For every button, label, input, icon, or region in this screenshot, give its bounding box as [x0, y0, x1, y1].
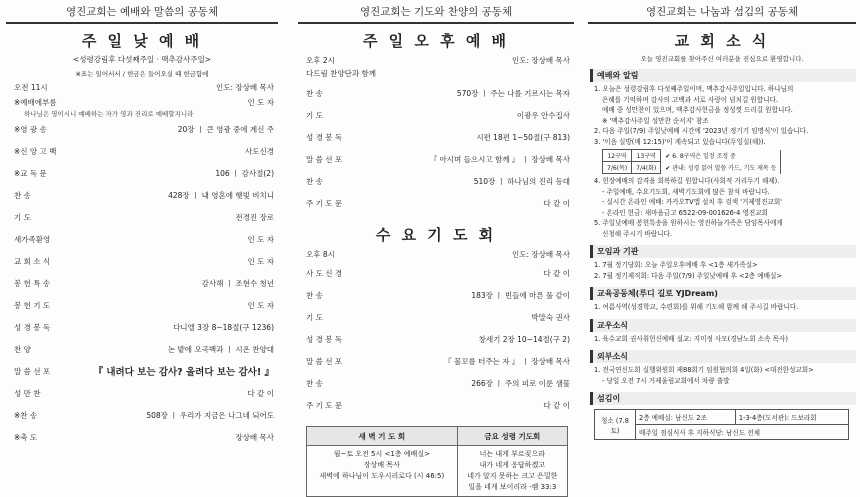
order-row — [6, 338, 278, 360]
order-row — [6, 95, 278, 109]
order-label: 찬 송 — [306, 290, 323, 300]
order-row — [6, 382, 278, 404]
order-label: ※교 독 문 — [14, 168, 47, 178]
order-label: 찬 송 — [306, 378, 323, 388]
order-label: ※찬 송 — [14, 410, 38, 420]
order-row — [298, 262, 574, 284]
offering-note: ※표는 일어서서 / 헌금은 들어오실 때 헌금함에 — [75, 70, 209, 78]
list-item: 1. 전국연신도회 실행위원회 제88회기 임원협의회 4일(화) <대전한성교회> — [594, 366, 814, 374]
cleaning-duty-table — [594, 409, 849, 440]
order-label: 기 도 — [306, 110, 323, 120]
service-time: 오후 8시 — [306, 250, 335, 259]
detail-line: 새벽에 하나님이 도우시리로다 (시 46:5) — [319, 472, 445, 480]
news-title: 교 회 소 식 — [674, 32, 770, 50]
order-row — [298, 170, 574, 192]
order-value: 인 도 자 — [247, 97, 274, 107]
detail-line: 장상배 목사 — [363, 461, 400, 469]
order-value: 인 도 자 — [247, 300, 274, 310]
order-of-worship — [6, 118, 278, 448]
detail-line: 일을 네게 보이리라 -렘 33:3 — [468, 483, 557, 491]
order-label: 교 회 소 식 — [14, 256, 51, 266]
welcome-text: 오늘 영진교회를 찾아주신 여러분을 진심으로 환영합니다. — [640, 55, 804, 63]
order-row — [6, 206, 278, 228]
church-news-column — [588, 0, 856, 481]
order-row — [6, 316, 278, 338]
section-heading: 교우소식 — [590, 319, 856, 332]
detail-line: 너는 내게 부르짖으라 — [479, 450, 545, 458]
wednesday-order-of-worship — [298, 262, 574, 416]
announcement-list — [588, 176, 856, 239]
order-value: 박말숙 권사 — [531, 312, 570, 322]
list-item: - 당일 오전 7시 거제울림교회에서 차량 출발 — [602, 376, 730, 385]
announcement-list — [588, 84, 856, 147]
table-cell: ✔ 관내: 성경 읽어 말씀 카드, 기도 제목 등 — [661, 162, 781, 174]
order-row — [6, 250, 278, 272]
wednesday-service-title: 수 요 기 도 회 — [375, 226, 497, 244]
order-row — [298, 328, 574, 350]
order-label: 말 씀 선 포 — [306, 154, 343, 164]
order-value: 다 같 이 — [247, 388, 274, 398]
order-label: 기 도 — [306, 312, 323, 322]
order-row — [6, 162, 278, 184]
service-title: 주 일 오 후 예 배 — [362, 32, 510, 50]
service-subtitle: <성령강림후 다섯째주일 · 맥추감사주일> — [72, 55, 212, 64]
order-label: ※축 도 — [14, 432, 38, 442]
dawn-prayer-details — [307, 446, 458, 497]
order-value: 다 같 이 — [543, 400, 570, 410]
order-value: 106 ㅣ 감사절(2) — [215, 168, 274, 178]
order-label: 말 씀 선 포 — [14, 366, 51, 376]
order-label: 새가족환영 — [14, 234, 51, 244]
table-cell: 청소 (7.8 토) — [595, 410, 636, 440]
list-item: 1. 여름사역(성경학교, 수련회)를 위해 기도해 함께 해 주시길 바랍니다. — [594, 303, 799, 311]
order-label: ※신 앙 고 백 — [14, 146, 57, 156]
sunday-morning-service-column — [6, 0, 278, 481]
order-label: 성 만 찬 — [14, 388, 41, 398]
table-cell: ✔ 6. 8구역은 일정 조정 중 — [661, 150, 781, 162]
order-label: 찬 송 — [306, 88, 323, 98]
order-value: 인 도 자 — [247, 234, 274, 244]
service-leader: 인도: 장상배 목사 — [215, 83, 274, 92]
table-cell: 2층 예배실: 남신도 2조 — [636, 410, 736, 425]
list-item: 3. '이음 실방(매 12:15)'이 계속되고 있습니다(두잉실(해)). — [594, 137, 766, 146]
order-value: 508장 ㅣ 우리가 지금은 나그네 되어도 — [146, 410, 274, 420]
order-label: 주 기 도 문 — [306, 198, 343, 208]
order-row — [298, 306, 574, 328]
order-value: 장상배 목사 — [235, 432, 274, 442]
order-value: 183장 ㅣ 빈들에 마른 풀 같이 — [471, 290, 570, 300]
table-cell: 13구역 — [632, 150, 661, 162]
order-value: 시편 18편 1~50절(구 813) — [476, 132, 570, 142]
order-row — [6, 294, 278, 316]
order-label: 찬 송 — [306, 176, 323, 186]
order-row — [6, 360, 278, 382]
service-meta — [306, 55, 570, 66]
invocation-note: 하나님은 영이시니 예배하는 자가 영과 진리로 예배할지니라 — [24, 110, 194, 118]
section-heading: 모임과 기관 — [590, 245, 856, 258]
friday-prayer-details — [457, 446, 567, 497]
list-item: 예배 중 성만찬이 있으며, 맥추감사헌금을 정성껏 드리길 원합니다. — [602, 106, 793, 114]
table-cell: 매주일 점심식사 후 지하식당: 남신도 전체 — [636, 425, 849, 440]
order-value: 다 같 이 — [543, 198, 570, 208]
order-of-worship — [298, 82, 574, 214]
order-value: 428장 ㅣ 내 영혼에 햇빛 비치니 — [168, 190, 274, 200]
list-item: 5. 주일낮예배 봉헌특송을 원하시는 영진하늘가족은 담임목사에게 — [594, 219, 783, 227]
list-item: - 실시간 온라인 예배: 카카오TV앱 설치 후 검색 '거제영진교회' — [602, 198, 783, 206]
order-row — [6, 272, 278, 294]
order-label: 주 기 도 문 — [306, 400, 343, 410]
order-value: 사도신경 — [245, 146, 274, 156]
order-row — [298, 126, 574, 148]
service-time: 오후 2시 — [306, 56, 335, 65]
section-heading: 섬김이 — [590, 392, 856, 405]
member-news-list — [588, 334, 856, 345]
order-label: ※영 광 송 — [14, 124, 47, 134]
order-row — [6, 118, 278, 140]
order-row — [6, 426, 278, 448]
service-leader: 인도: 장상배 목사 — [511, 56, 570, 65]
service-time: 오전 11시 — [14, 83, 48, 92]
service-meta — [306, 249, 570, 260]
education-list — [588, 302, 856, 313]
service-title: 주 일 낮 예 배 — [81, 32, 203, 50]
service-meta — [14, 82, 274, 93]
order-value: 『 물꼬를 터주는 자 』 ㅣ 장상배 목사 — [444, 356, 570, 366]
prayer-meetings-table — [306, 426, 568, 497]
order-label: 사 도 신 경 — [306, 268, 343, 278]
order-label: 성 경 봉 독 — [14, 322, 51, 332]
list-item: 1. 오늘은 성령강림후 다섯째주일이며, 맥추감사주일입니다. 하나님의 — [594, 85, 794, 93]
dawn-prayer-title: 새 벽 기 도 회 — [307, 427, 458, 446]
table-cell: 7/4(화) — [632, 162, 661, 174]
detail-line: 내가 네게 응답하겠고 — [479, 461, 545, 469]
column-header: 영진교회는 나눔과 섬김의 공동체 — [588, 0, 856, 24]
list-item: - 주일예배, 수요기도회, 새벽기도회에 많은 참석 바랍니다. — [602, 187, 770, 196]
list-item: 2. 다음 주일(7/9) 주일낮예배 시간에 '2023년 정기기 임명식'이 있습니다. — [594, 127, 809, 135]
afternoon-service-column — [298, 0, 574, 491]
order-value: 인 도 자 — [247, 256, 274, 266]
column-header: 영진교회는 예배와 말씀의 공동체 — [6, 0, 278, 24]
opening-praise: 다드림 찬양단과 함께 — [306, 69, 376, 78]
order-row — [298, 104, 574, 126]
order-value: 20장 ㅣ 큰 영광 중에 계신 주 — [177, 124, 274, 134]
order-row — [6, 140, 278, 162]
table-cell: 7/6(목) — [603, 162, 632, 174]
list-item: - 온라인 헌금: 새마을금고 6522-09-001626-4 영진교회 — [602, 208, 768, 217]
order-value: 510장 ㅣ 하나님의 진리 등대 — [473, 176, 570, 186]
service-leader: 인도: 장상배 목사 — [511, 250, 570, 259]
order-row — [298, 192, 574, 214]
order-value: 이광우 안수집사 — [516, 110, 570, 120]
section-heading: 교육공동체(루디 길로 YJDream) — [590, 287, 856, 300]
order-value: 266장 ㅣ 주의 피로 이룬 샘물 — [471, 378, 570, 388]
order-value: 『 아시며 들으시고 함께 』 ㅣ 장상배 목사 — [429, 154, 570, 164]
order-row — [298, 82, 574, 104]
order-row — [298, 372, 574, 394]
list-item: 2. 7월 정기제직회: 다음 주일(7/9) 주일낮예배 후 <2층 예배실> — [594, 271, 782, 280]
list-item: ※ '맥추감사주일 성만찬 순서지' 참조 — [602, 116, 709, 125]
order-row — [298, 350, 574, 372]
external-news-list — [588, 365, 856, 386]
order-value: 창세기 2장 10~14절(구 2) — [478, 334, 570, 344]
visit-schedule-table — [602, 149, 781, 174]
table-cell: 12구역 — [603, 150, 632, 162]
order-label: 성 경 봉 독 — [306, 132, 343, 142]
order-label: 찬 송 — [14, 190, 31, 200]
list-item: 4. 헌장예배의 감격을 회복하길 원합니다(사회적 거리두기 해제). — [594, 177, 780, 185]
section-heading: 예배와 알림 — [590, 69, 856, 82]
order-value: 다니엘 3장 8~18절(구 1236) — [173, 322, 274, 332]
section-heading: 외부소식 — [590, 350, 856, 363]
order-value: 다 같 이 — [543, 268, 570, 278]
friday-prayer-title: 금요 성령 기도회 — [457, 427, 567, 446]
order-label: 봉 헌 특 송 — [14, 278, 51, 288]
order-value: 논 밭에 오곡백과 ㅣ 시온 찬양대 — [167, 344, 274, 354]
list-item: 신청해 주시기 바랍니다. — [602, 229, 672, 238]
order-label: 말 씀 선 포 — [306, 356, 343, 366]
list-item: 1. 7월 정기당회: 오늘 주일오후예배 후 <1층 새가족실> — [594, 261, 758, 269]
order-value: 570장 ㅣ 주는 나를 기르시는 목자 — [456, 88, 570, 98]
list-item: 은혜를 기억하며 감사의 고백과 서로 사랑이 넘치길 원합니다. — [602, 95, 779, 104]
order-label: ※예배에부름 — [14, 97, 57, 107]
order-value: 전경진 장로 — [235, 212, 274, 222]
order-label: 봉 헌 기 도 — [14, 300, 51, 310]
order-label: 성 경 봉 독 — [306, 334, 343, 344]
order-row — [6, 404, 278, 426]
order-row — [298, 394, 574, 416]
table-cell: 1-3-4층(도서관): 드보라회 — [735, 410, 848, 425]
order-value: 감사해 ㅣ 조현수 청년 — [201, 278, 274, 288]
order-label: 기 도 — [14, 212, 31, 222]
list-item: 1. 육수교회 권사취헌신예배 설교: 지미정 사모(경남노회 소속 목사) — [594, 334, 788, 343]
order-row — [298, 284, 574, 306]
order-row — [6, 184, 278, 206]
order-row — [298, 148, 574, 170]
order-label: 찬 양 — [14, 344, 31, 354]
detail-line: 네가 알지 못하는 크고 은밀한 — [467, 472, 558, 480]
detail-line: 월~토 오전 5시 <1층 예배실> — [333, 450, 430, 458]
order-value: 『 내려다 보는 감사? 올려다 보는 감사! 』 — [93, 367, 274, 378]
meetings-list — [588, 260, 856, 281]
column-header: 영진교회는 기도와 찬양의 공동체 — [298, 0, 574, 24]
order-row — [6, 228, 278, 250]
